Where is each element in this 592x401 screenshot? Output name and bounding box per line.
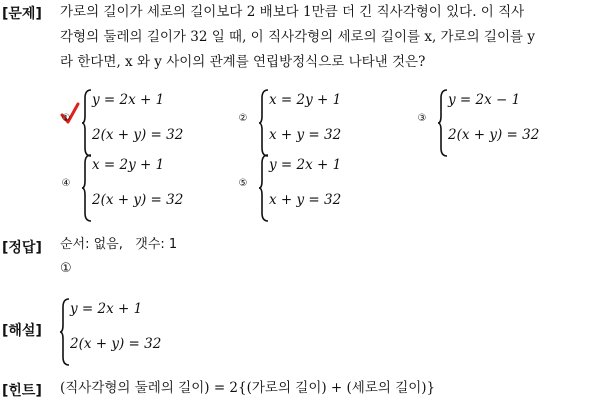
brace-icon [259,88,269,158]
answer-value: ① [60,261,72,276]
problem-line-2: 각형의 둘레의 길이가 32 일 때, 이 직사각형의 세로의 길이를 x, 가로의 길이를 y [60,29,535,45]
option-number: ① [61,113,71,124]
brace-icon [82,88,92,158]
equation-1: x = 2y + 1 [269,92,342,108]
explanation-label: [해설] [2,323,42,339]
equation-2: 2(x + y) = 32 [70,336,162,352]
problem-label: [문제] [2,6,42,22]
answer-summary: 순서: 없음, 갯수: 1 [60,237,178,252]
option-5[interactable] [235,153,395,223]
brace-icon [259,153,269,223]
equation-1: y = 2x + 1 [92,92,165,108]
equation-1: y = 2x − 1 [448,92,521,108]
answer-label: [정답] [2,240,42,256]
option-2[interactable] [235,88,395,158]
equation-1: x = 2y + 1 [92,157,165,173]
option-4[interactable] [58,153,218,223]
hint-label: [힌트] [2,383,42,399]
hint-text: (직사각형의 둘레의 길이) = 2{(가로의 길이) + (세로의 길이)} [60,380,436,396]
equation-2: 2(x + y) = 32 [448,127,540,143]
equation-2: 2(x + y) = 32 [92,192,184,208]
brace-icon [82,153,92,223]
option-number: ④ [61,178,71,189]
brace-icon [438,88,448,158]
problem-line-3: 라 한다면, x 와 y 사이의 관계를 연립방정식으로 나타낸 것은? [60,54,426,70]
problem-text [60,0,590,75]
option-number: ③ [417,113,427,124]
equation-1: y = 2x + 1 [70,301,143,317]
equation-1: y = 2x + 1 [269,157,342,173]
equation-2: x + y = 32 [269,192,342,208]
brace-icon [60,297,70,367]
option-number: ⑤ [238,178,248,189]
equation-2: 2(x + y) = 32 [92,127,184,143]
answer-text [60,233,590,281]
option-number: ② [238,113,248,124]
option-3[interactable] [414,88,584,158]
option-1[interactable] [58,88,218,158]
problem-line-1: 가로의 길이가 세로의 길이보다 2 배보다 1만큼 더 긴 직사각형이 있다. 이 직사 [60,4,525,20]
equation-2: x + y = 32 [269,127,342,143]
